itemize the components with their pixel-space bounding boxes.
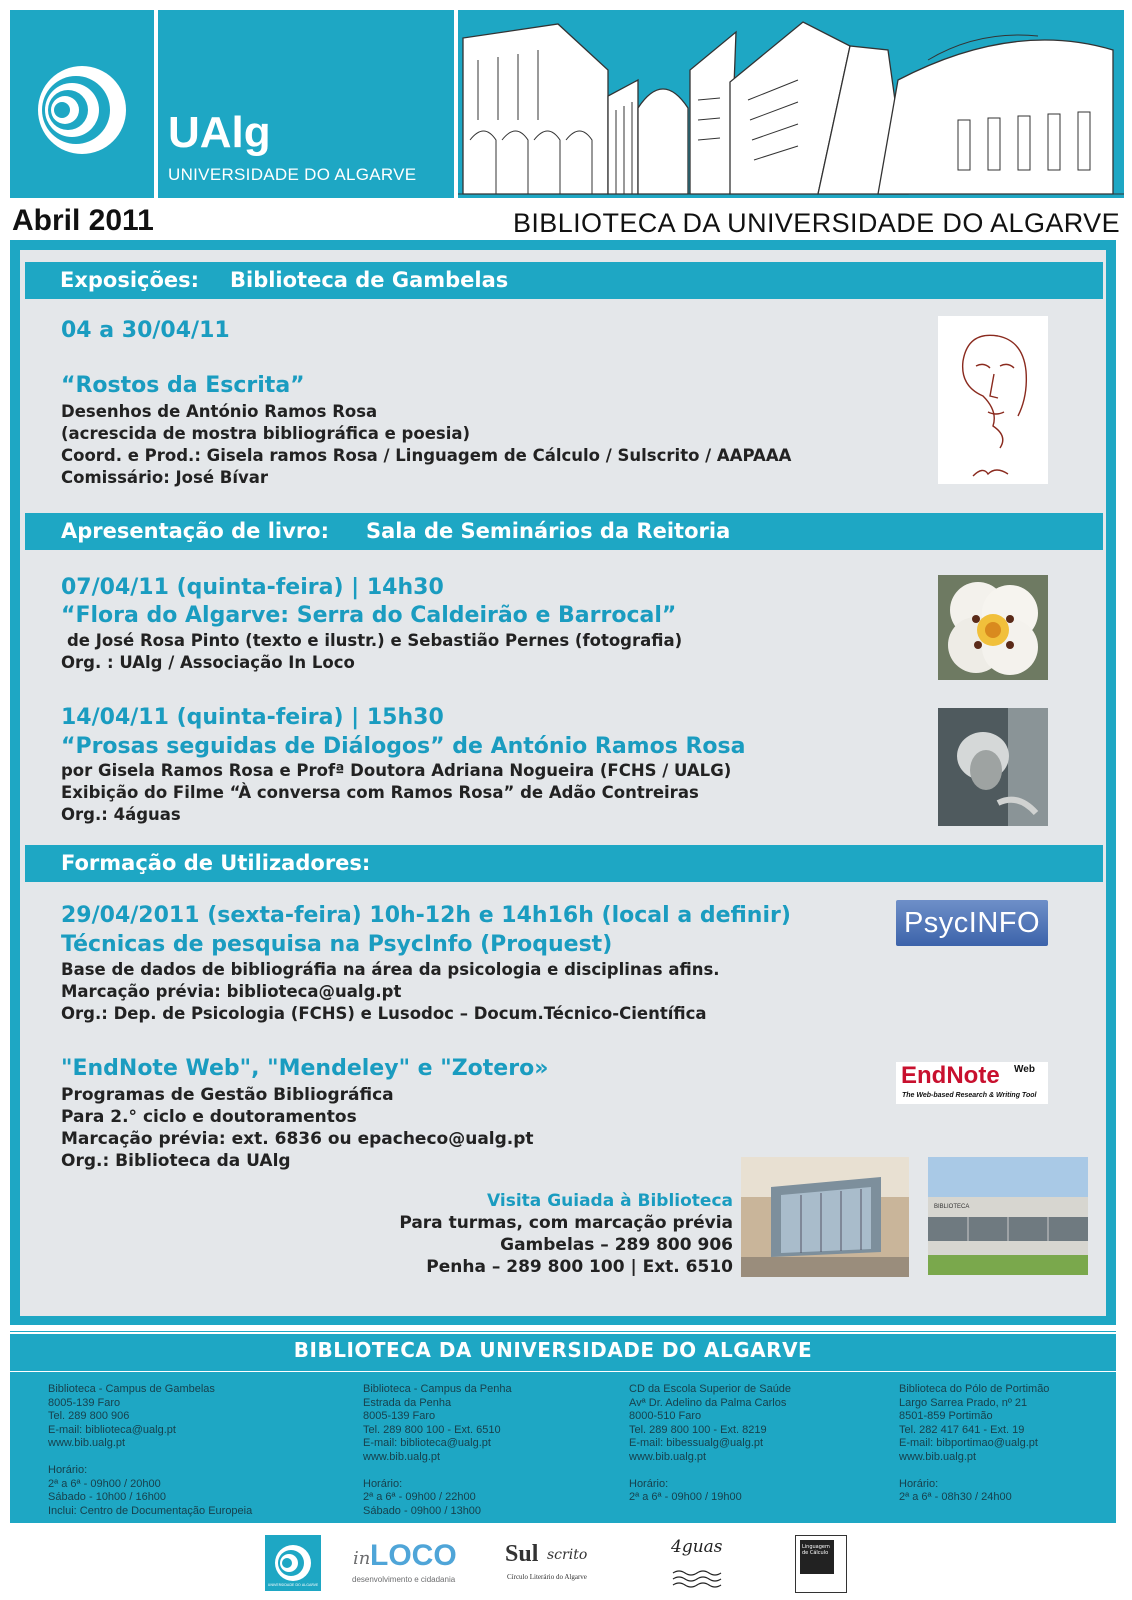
section-bar-book-presentation xyxy=(25,513,1103,550)
detail-line: por Gisela Ramos Rosa e Profª Doutora Adriana Nogueira (FCHS / UALG) xyxy=(61,761,732,780)
building-illustration xyxy=(458,10,1124,198)
library-title: BIBLIOTECA DA UNIVERSIDADE DO ALGARVE xyxy=(513,208,1120,238)
detail-line: Para 2.° ciclo e doutoramentos xyxy=(61,1107,357,1127)
event-title: "EndNote Web", "Mendeley" e "Zotero» xyxy=(61,1056,549,1081)
section-label: Exposições: xyxy=(60,268,200,292)
event-title: “Flora do Algarve: Serra do Caldeirão e Barrocal” xyxy=(61,603,677,628)
exhibition-details xyxy=(61,401,791,489)
detail-line: Org.: Dep. de Psicologia (FCHS) e Lusodoc – Docum.Técnico-Científica xyxy=(61,1004,707,1023)
inloco-text: LOCO xyxy=(370,1539,457,1572)
sulscrito-a: Sul xyxy=(505,1541,539,1567)
footer-address-gambelas: Biblioteca - Campus de Gambelas 8005-139 Faro Tel. 289 800 906 E-mail: biblioteca@ualg.pt www.bib.ualg.pt Horário: 2ª a 6ª - 09h00 / 20h00 Sábado - 10h00 / 16h00 Inclui: Centro de Documentação Europeia xyxy=(48,1383,253,1517)
exhibition-title: “Rostos da Escrita” xyxy=(61,373,305,398)
event-date: 29/04/2011 (sexta-feira) 10h-12h e 14h16h (local a definir) xyxy=(61,903,791,928)
detail-line: Coord. e Prod.: Gisela ramos Rosa / Linguagem de Cálculo / Sulscrito / AAPAAA xyxy=(61,446,792,465)
detail-line: Base de dados de bibliográfia na área da psicologia e disciplinas afins. xyxy=(61,960,720,979)
footer-address-saude: CD da Escola Superior de Saúde Avª Dr. Adelino da Palma Carlos 8000-510 Faro Tel. 289 800 100 - Ext. 8219 E-mail: bibessualg@ualg.pt www.bib.ualg.pt Horário: 2ª a 6ª - 09h00 / 19h00 xyxy=(629,1383,792,1503)
guided-visit-line: Penha – 289 800 100 | Ext. 6510 xyxy=(426,1257,733,1277)
sulscrito-b: scrito xyxy=(547,1547,588,1563)
psycinfo-logo xyxy=(896,900,1048,946)
detail-line: Org. : UAlg / Associação In Loco xyxy=(61,653,355,672)
university-name-panel xyxy=(158,10,454,198)
university-short-name: UAlg xyxy=(168,108,271,157)
exhibition-date: 04 a 30/04/11 xyxy=(61,318,230,343)
sulscrito-logo xyxy=(505,1535,597,1591)
event-details xyxy=(61,959,720,1025)
section-place: Sala de Seminários da Reitoria xyxy=(366,519,731,543)
footer-address-penha: Biblioteca - Campus da Penha Estrada da Penha 8005-139 Faro Tel. 289 800 100 - Ext. 6510 E-mail: biblioteca@ualg.pt www.bib.ualg.pt Horário: 2ª a 6ª - 09h00 / 22h00 Sábado - 09h00 / 13h00 xyxy=(363,1383,512,1517)
detail-line: Marcação prévia: biblioteca@ualg.pt xyxy=(61,982,402,1001)
detail-line: Org.: 4águas xyxy=(61,805,181,824)
detail-line: Org.: Biblioteca da UAlg xyxy=(61,1151,291,1171)
guided-visit-line: Gambelas – 289 800 906 xyxy=(500,1235,733,1255)
event-details xyxy=(61,1084,534,1172)
event-title: “Prosas seguidas de Diálogos” de António Ramos Rosa xyxy=(61,734,746,759)
guided-visit-line: Para turmas, com marcação prévia xyxy=(399,1213,733,1233)
detail-line: Desenhos de António Ramos Rosa xyxy=(61,402,378,421)
psycinfo-logo-text: PsycINFO xyxy=(903,907,1041,939)
linguagem-calculo-logo xyxy=(795,1535,847,1593)
linguagem-text: Linguagem de Cálculo xyxy=(802,1544,830,1556)
issue-month: Abril 2011 xyxy=(12,204,154,237)
flower-photo xyxy=(938,575,1048,680)
section-bar-training xyxy=(25,845,1103,882)
inloco-prefix: in xyxy=(353,1548,371,1569)
guided-visit-title: Visita Guiada à Biblioteca xyxy=(487,1191,733,1211)
library-entrance-photo xyxy=(741,1157,909,1277)
detail-line: de José Rosa Pinto (texto e ilustr.) e Sebastião Pernes (fotografia) xyxy=(67,631,683,650)
event-date: 07/04/11 (quinta-feira) | 14h30 xyxy=(61,575,444,600)
footer-title: BIBLIOTECA DA UNIVERSIDADE DO ALGARVE xyxy=(293,1338,813,1362)
event-details xyxy=(61,630,682,674)
endnote-tagline: The Web-based Research & Writing Tool xyxy=(902,1092,1037,1099)
building-sign: BIBLIOTECA xyxy=(934,1204,970,1210)
inloco-logo xyxy=(350,1535,468,1591)
endnote-logo-sup: Web xyxy=(1014,1064,1035,1075)
detail-line: Programas de Gestão Bibliográfica xyxy=(61,1085,394,1105)
detail-line: Comissário: José Bívar xyxy=(61,468,269,487)
section-place: Biblioteca de Gambelas xyxy=(230,268,509,292)
section-bar-exhibitions xyxy=(25,262,1103,299)
endnote-logo xyxy=(896,1062,1048,1104)
section-label: Apresentação de livro: xyxy=(61,519,329,543)
aguas-logo xyxy=(665,1535,731,1591)
portrait-drawing-image xyxy=(938,316,1048,484)
logo-panel xyxy=(10,10,154,198)
university-full-name: UNIVERSIDADE DO ALGARVE xyxy=(168,165,417,184)
inloco-subtitle: desenvolvimento e cidadania xyxy=(352,1575,456,1584)
author-photo xyxy=(938,708,1048,826)
guided-visit xyxy=(399,1190,733,1278)
event-date: 14/04/11 (quinta-feira) | 15h30 xyxy=(61,705,444,730)
event-title: Técnicas de pesquisa na PsycInfo (Proquest) xyxy=(61,932,613,957)
endnote-logo-text: EndNote xyxy=(901,1062,1000,1089)
detail-line: (acrescida de mostra bibliográfica e poesia) xyxy=(61,424,471,443)
footer-divider xyxy=(10,1332,1116,1334)
detail-line: Exibição do Filme “À conversa com Ramos Rosa” de Adão Contreiras xyxy=(61,783,699,802)
footer-address-portimao: Biblioteca do Pólo de Portimão Largo Sarrea Prado, nº 21 8501-859 Portimão Tel. 282 417 641 - Ext. 19 E-mail: bibportimao@ualg.pt www.bib.ualg.pt Horário: 2ª a 6ª - 08h30 / 24h00 xyxy=(899,1383,1050,1503)
library-building-drawing xyxy=(458,10,1124,198)
footer-divider xyxy=(10,1371,1116,1372)
ualg-partner-logo xyxy=(265,1535,321,1591)
ualg-partner-text: UNIVERSIDADE DO ALGARVE xyxy=(267,1583,319,1587)
section-label: Formação de Utilizadores: xyxy=(61,851,371,875)
event-details xyxy=(61,760,731,826)
ualg-logo-icon xyxy=(10,10,154,198)
detail-line: Marcação prévia: ext. 6836 ou epacheco@ualg.pt xyxy=(61,1129,534,1149)
sulscrito-subtitle: Círculo Literário do Algarve xyxy=(507,1573,587,1581)
library-building-photo xyxy=(928,1157,1088,1275)
aguas-text: 4guas xyxy=(671,1537,723,1557)
